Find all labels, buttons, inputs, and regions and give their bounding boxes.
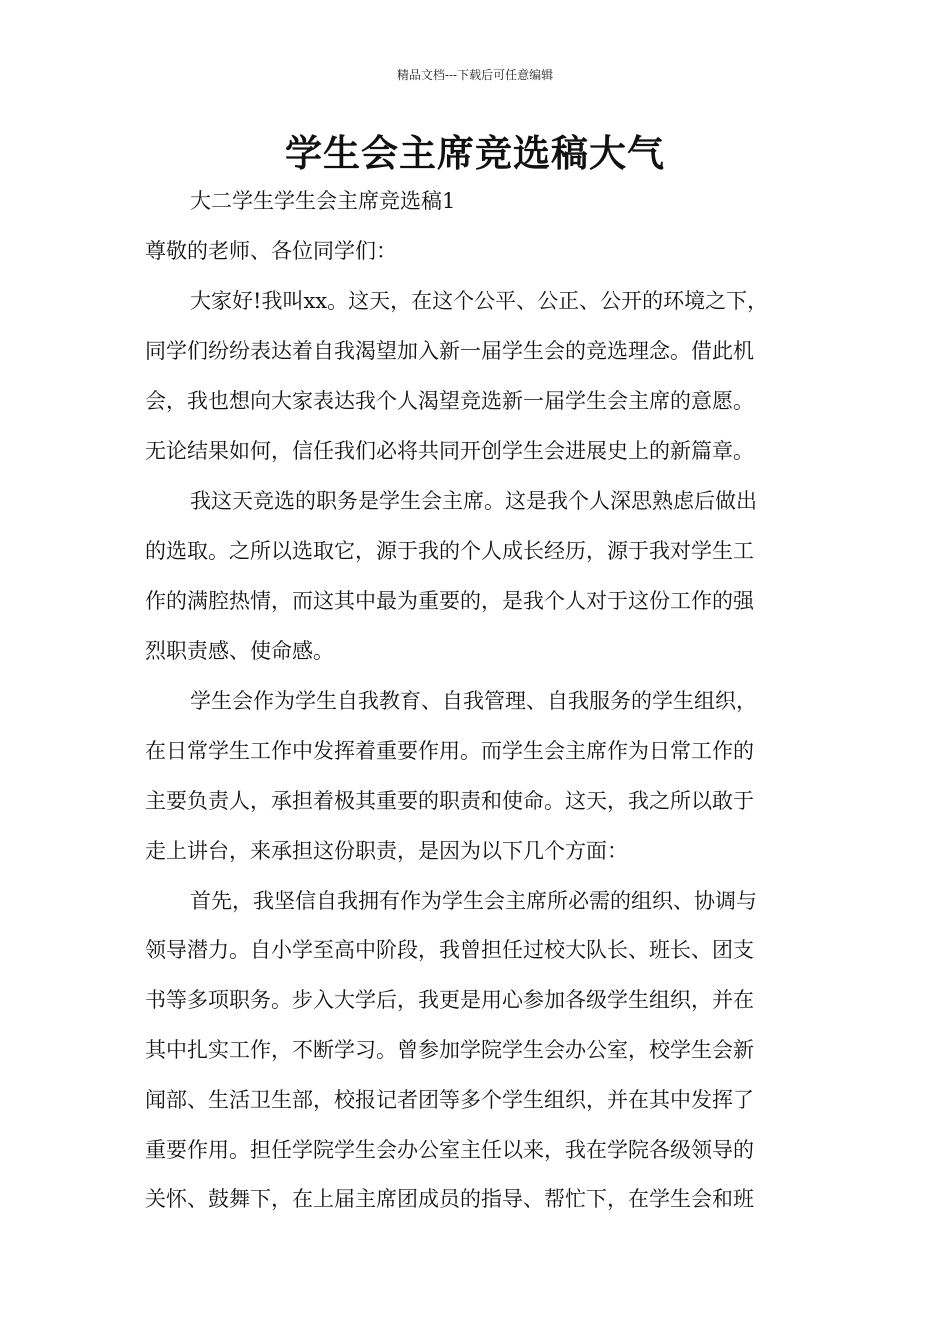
paragraph-line: 领导潜力。自小学至高中阶段，我曾担任过校大队长、班长、团支 [145, 938, 754, 962]
paragraph-line: 无论结果如何，信任我们必将共同开创学生会进展史上的新篇章。 [145, 439, 754, 463]
paragraph-line: 在日常学生工作中发挥着重要作用。而学生会主席作为日常工作的 [145, 739, 754, 763]
page-header: 精品文档---下载后可任意编辑 [396, 68, 554, 82]
paragraph-line: 同学们纷纷表达着自我渴望加入新一届学生会的竞选理念。借此机 [145, 339, 754, 363]
paragraph-line: 其中扎实工作，不断学习。曾参加学院学生会办公室，校学生会新 [145, 1038, 754, 1062]
salutation-line: 尊敬的老师、各位同学们： [145, 239, 397, 263]
document-title: 学生会主席竞选稿大气 [285, 131, 665, 175]
paragraph-line: 走上讲台，来承担这份职责，是因为以下几个方面： [145, 839, 628, 863]
paragraph-line: 会，我也想向大家表达我个人渴望竞选新一届学生会主席的意愿。 [145, 389, 754, 413]
paragraph-line: 学生会作为学生自我教育、自我管理、自我服务的学生组织， [190, 689, 757, 713]
paragraph-line: 烈职责感、使命感。 [145, 639, 334, 663]
paragraph-line: 关怀、鼓舞下，在上届主席团成员的指导、帮忙下，在学生会和班 [145, 1187, 754, 1211]
paragraph-line: 我这天竞选的职务是学生会主席。这是我个人深思熟虑后做出 [190, 489, 757, 513]
paragraph-line: 闻部、生活卫生部，校报记者团等多个学生组织，并在其中发挥了 [145, 1088, 754, 1112]
subtitle-line: 大二学生学生会主席竞选稿1 [190, 189, 456, 213]
paragraph-line: 的选取。之所以选取它，源于我的个人成长经历，源于我对学生工 [145, 539, 754, 563]
paragraph-line: 书等多项职务。步入大学后，我更是用心参加各级学生组织，并在 [145, 988, 754, 1012]
paragraph-line: 主要负责人，承担着极其重要的职责和使命。这天，我之所以敢于 [145, 789, 754, 813]
paragraph-line: 重要作用。担任学院学生会办公室主任以来，我在学院各级领导的 [145, 1138, 754, 1162]
paragraph-line: 首先，我坚信自我拥有作为学生会主席所必需的组织、协调与 [190, 889, 757, 913]
paragraph-line: 作的满腔热情，而这其中最为重要的，是我个人对于这份工作的强 [145, 589, 754, 613]
paragraph-line: 大家好!我叫xx。这天，在这个公平、公正、公开的环境之下， [190, 289, 769, 313]
